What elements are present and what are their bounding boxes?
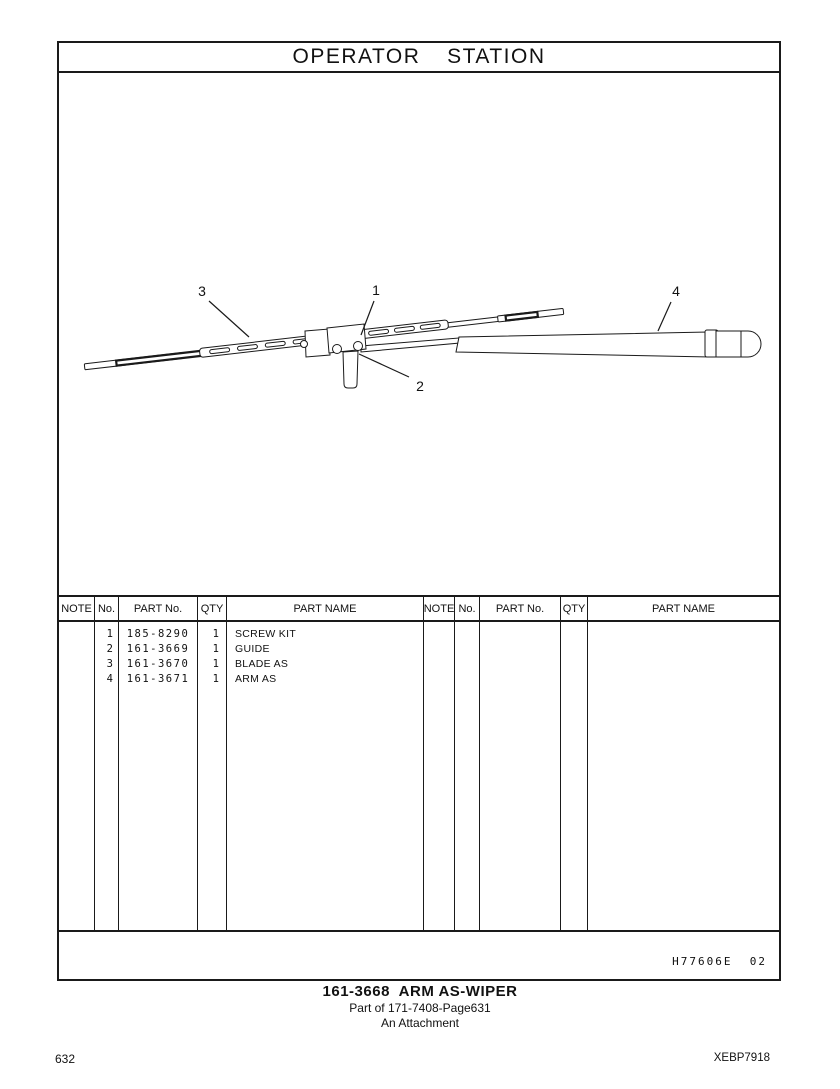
page-number: 632 <box>55 1052 76 1066</box>
leader-line-3 <box>209 301 249 337</box>
header-note-right: NOTE <box>424 597 455 620</box>
page-frame <box>57 41 781 981</box>
row-qty: 1 <box>212 628 219 640</box>
wiper-arm-shape <box>361 330 761 357</box>
row-no: 2 <box>106 643 113 655</box>
header-no-right: No. <box>455 597 480 620</box>
row-qty: 1 <box>212 673 219 685</box>
row-part-name: ARM AS <box>235 673 277 685</box>
document-code: XEBP7918 <box>713 1052 770 1064</box>
reference-strip <box>59 930 779 979</box>
part-title: 161-3668 ARM AS-WIPER <box>322 983 518 1000</box>
wiper-assembly-drawing <box>59 73 779 595</box>
header-partno-right: PART No. <box>480 597 561 620</box>
row-no: 3 <box>106 658 113 670</box>
col-no-right <box>455 622 480 930</box>
callout-4: 4 <box>672 283 680 299</box>
col-qty-left <box>198 622 227 930</box>
page-title: OPERATOR STATION <box>59 43 779 73</box>
row-no: 4 <box>106 673 113 685</box>
row-part-no: 185-8290 <box>126 628 190 640</box>
parts-table <box>59 595 779 930</box>
attachment-note: An Attachment <box>380 1016 460 1030</box>
row-qty: 1 <box>212 658 219 670</box>
header-note-left: NOTE <box>59 597 95 620</box>
row-part-no: 161-3669 <box>126 643 190 655</box>
page-caption <box>0 983 840 1030</box>
header-partno-left: PART No. <box>119 597 198 620</box>
leader-line-2 <box>359 354 409 377</box>
callout-2: 2 <box>416 378 424 394</box>
row-qty: 1 <box>212 643 219 655</box>
header-qty-left: QTY <box>198 597 227 620</box>
col-partno-right <box>480 622 561 930</box>
col-partname-left <box>227 622 424 930</box>
parts-table-body <box>59 622 779 930</box>
wiper-assembly-illustration <box>59 73 779 595</box>
row-part-name: GUIDE <box>235 643 270 655</box>
col-no-left <box>95 622 119 930</box>
col-note-left <box>59 622 95 930</box>
leader-line-4 <box>658 302 671 331</box>
col-qty-right <box>561 622 588 930</box>
col-note-right <box>424 622 455 930</box>
drawing-reference-code: H77606E 02 <box>672 955 767 968</box>
parts-table-header <box>59 595 779 622</box>
row-no: 1 <box>106 628 113 640</box>
col-partname-right <box>588 622 779 930</box>
header-partname-left: PART NAME <box>227 597 424 620</box>
row-part-no: 161-3671 <box>126 673 190 685</box>
header-qty-right: QTY <box>561 597 588 620</box>
part-of-reference: Part of 171-7408-Page631 <box>349 1001 491 1015</box>
blade-bracket-shape <box>301 324 367 388</box>
header-partname-right: PART NAME <box>652 602 715 615</box>
header-no-left: No. <box>95 597 119 620</box>
callout-3: 3 <box>198 283 206 299</box>
col-partno-left <box>119 622 198 930</box>
row-part-name: SCREW KIT <box>235 628 297 640</box>
row-part-no: 161-3670 <box>126 658 190 670</box>
callout-1: 1 <box>372 282 380 298</box>
row-part-name: BLADE AS <box>235 658 289 670</box>
